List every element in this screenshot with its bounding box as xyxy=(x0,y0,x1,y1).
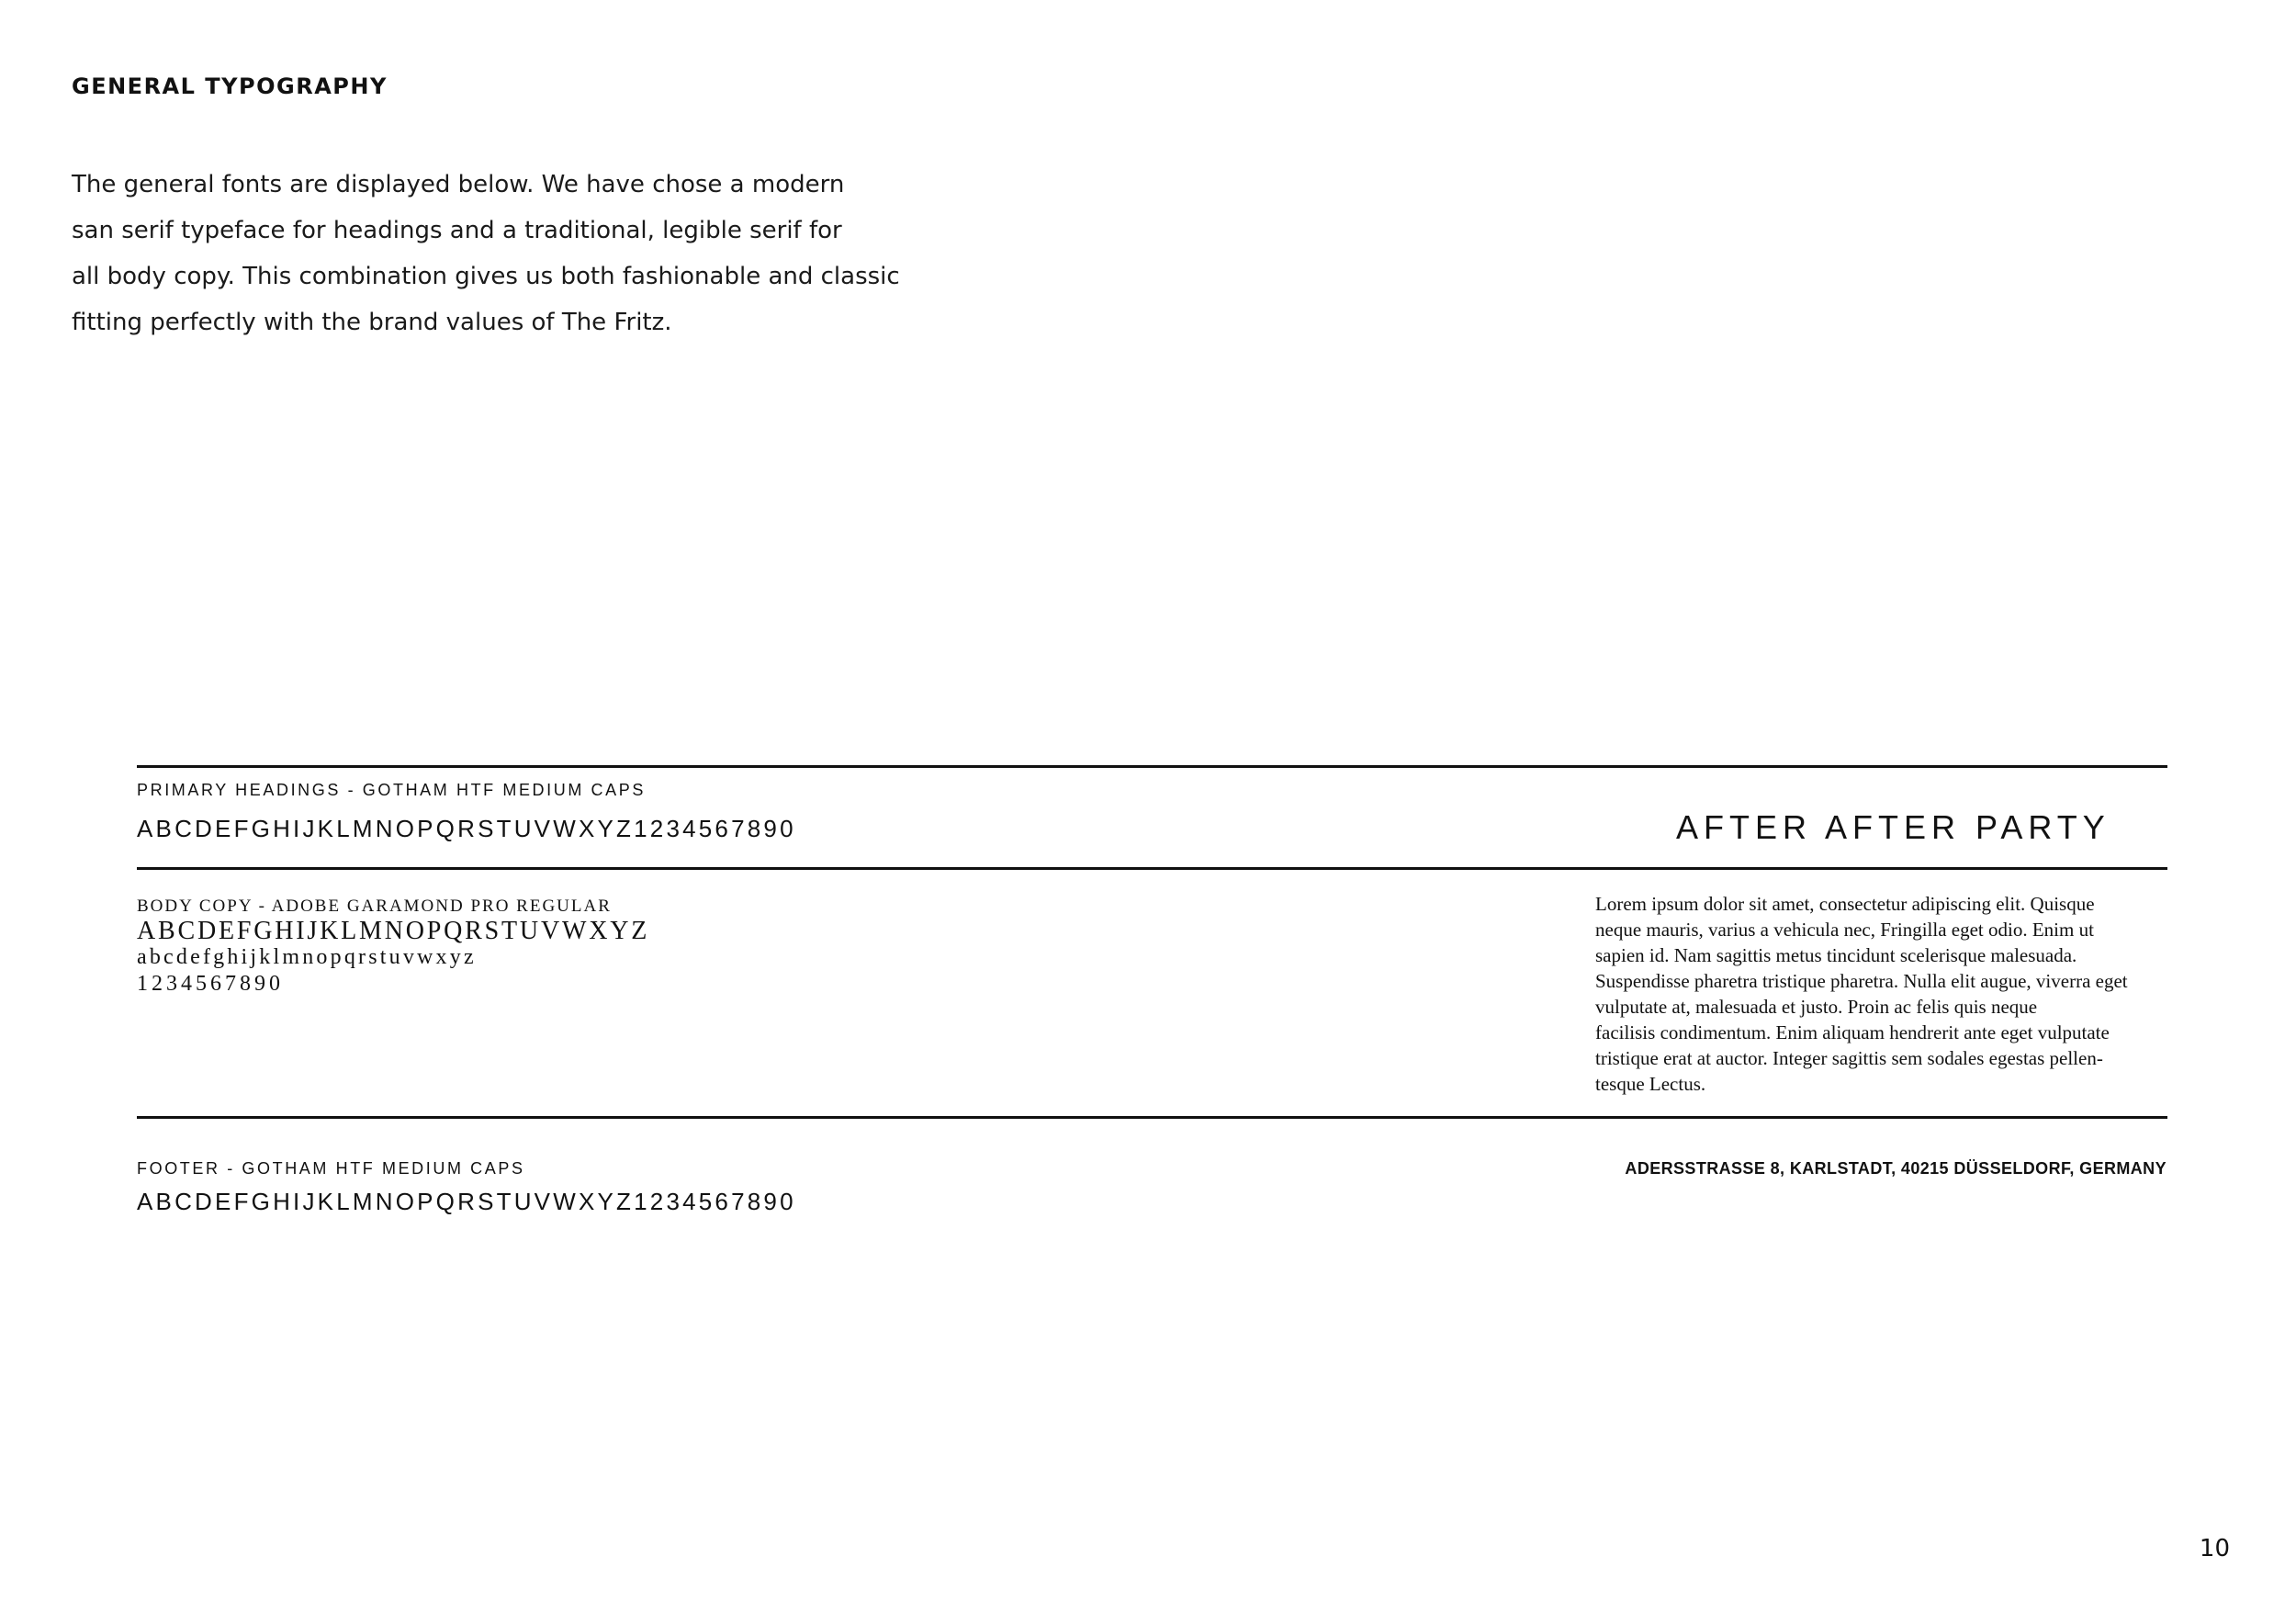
body-example-line: facilisis condimentum. Enim aliquam hendrerit ante eget vulputate xyxy=(1595,1021,2110,1043)
intro-line: all body copy. This combination gives us both fashionable and classic xyxy=(72,263,900,290)
intro-line: san serif typeface for headings and a traditional, legible serif for xyxy=(72,217,842,244)
body-example-line: sapien id. Nam sagittis metus tincidunt scelerisque malesuada. xyxy=(1595,944,2077,966)
body-copy-label: BODY COPY - ADOBE GARAMOND PRO REGULAR xyxy=(137,897,612,916)
body-example-line: tesque Lectus. xyxy=(1595,1073,1706,1095)
body-copy-uppercase-sample: ABCDEFGHIJKLMNOPQRSTUVWXYZ xyxy=(137,917,650,945)
page-number: 10 xyxy=(2199,1535,2230,1562)
body-example-line: neque mauris, varius a vehicula nec, Fringilla eget odio. Enim ut xyxy=(1595,919,2094,941)
section-title: GENERAL TYPOGRAPHY xyxy=(72,73,388,99)
body-example-line: Suspendisse pharetra tristique pharetra. Nulla elit augue, viverra eget xyxy=(1595,970,2128,992)
divider-top xyxy=(137,765,2167,768)
body-copy-lowercase-sample: abcdefghijklmnopqrstuvwxyz xyxy=(137,945,477,969)
body-copy-example xyxy=(1595,891,2174,1097)
intro-line: The general fonts are displayed below. We have chose a modern xyxy=(72,171,845,198)
footer-address-example: ADERSSTRASSE 8, KARLSTADT, 40215 DÜSSELDORF, GERMANY xyxy=(1625,1159,2167,1178)
intro-paragraph xyxy=(72,162,953,345)
footer-label: FOOTER - GOTHAM HTF MEDIUM CAPS xyxy=(137,1159,525,1178)
primary-headings-sample: ABCDEFGHIJKLMNOPQRSTUVWXYZ1234567890 xyxy=(137,815,796,842)
intro-line: fitting perfectly with the brand values of The Fritz. xyxy=(72,309,672,336)
divider-primary-body xyxy=(137,867,2167,870)
divider-body-footer xyxy=(137,1116,2167,1119)
primary-heading-example: AFTER AFTER PARTY xyxy=(1676,808,2110,846)
body-example-line: Lorem ipsum dolor sit amet, consectetur adipiscing elit. Quisque xyxy=(1595,893,2095,915)
body-example-line: tristique erat at auctor. Integer sagittis sem sodales egestas pellen- xyxy=(1595,1047,2103,1069)
body-example-line: vulputate at, malesuada et justo. Proin ac felis quis neque xyxy=(1595,996,2038,1018)
primary-headings-label: PRIMARY HEADINGS - GOTHAM HTF MEDIUM CAPS xyxy=(137,781,646,799)
footer-sample: ABCDEFGHIJKLMNOPQRSTUVWXYZ1234567890 xyxy=(137,1188,796,1215)
body-copy-numbers-sample: 1234567890 xyxy=(137,972,284,996)
